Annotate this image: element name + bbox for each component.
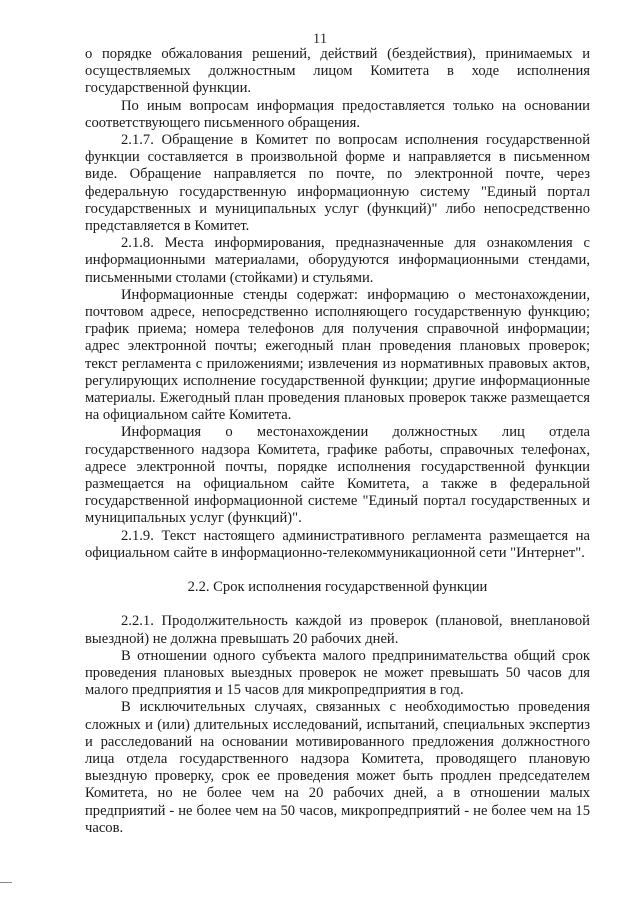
- paragraph-info-stands: Информационные стенды содержат: информацию о местонахождении, почтовом адресе, непосредственно исполняющего государственную функцию; график приема; номера телефонов для получения справочной информации; адрес электронной почты; ежегодный план проведения плановых проверок; текст регламента с приложениями; извлечения из нормативных правовых актов, регулирующих исполнение государственной функции; другие информационные материалы. Ежегодный план проведения плановых проверок также размещается на официальном сайте Комитета.: [85, 286, 590, 424]
- paragraph-exceptional-cases: В исключительных случаях, связанных с необходимостью проведения сложных и (или) длительных исследований, испытаний, специальных экспертиз и расследований на основании мотивированного предложения должностного лица отдела государственного надзора Комитета, проводящего плановую выездную проверку, срок ее проведения может быть продлен председателем Комитета, но не более чем на 20 рабочих дней, а в отношении малых предприятий - не более чем на 50 часов, микропредприятий - не более чем на 15 часов.: [85, 699, 590, 836]
- paragraph-2-1-7: 2.1.7. Обращение в Комитет по вопросам исполнения государственной функции составляется в произвольной форме и направляется в письменном виде. Обращение направляется по почте, по электронной почте, через федеральную государственную информационную систему "Единый портал государственных и муниципальных услуг (функций)" либо непосредственно представляется в Комитет.: [85, 132, 590, 235]
- paragraph-2-1-8: 2.1.8. Места информирования, предназначенные для ознакомления с информационными материалами, оборудуются информационными стендами, письменными столами (стойками) и стульями.: [85, 235, 590, 286]
- paragraph-appeal-procedure: о порядке обжалования решений, действий (бездействия), принимаемых и осуществляемых должностным лицом Комитета в ходе исполнения государственной функции.: [85, 46, 590, 97]
- paragraph-2-2-1: 2.2.1. Продолжительность каждой из проверок (плановой, внеплановой выездной) не должна превышать 20 рабочих дней.: [85, 613, 590, 647]
- paragraph-location-info: Информация о местонахождении должностных лиц отдела государственного надзора Комитета, графике работы, справочных телефонах, адресе электронной почты, порядке исполнения государственной функции размещается на официальном сайте Комитета, а также в федеральной государственной информационной системе "Единый портал государственных и муниципальных услуг (функций)".: [85, 424, 590, 527]
- scan-edge-mark: [0, 882, 12, 883]
- paragraph-2-1-9: 2.1.9. Текст настоящего административного регламента размещается на официальном сайте в информационно-телекоммуникационной сети "Интернет".: [85, 527, 590, 561]
- document-body: [85, 46, 590, 837]
- paragraph-other-questions: По иным вопросам информация предоставляется только на основании соответствующего письменного обращения.: [85, 97, 590, 131]
- page-number: 11: [312, 31, 328, 47]
- paragraph-small-business: В отношении одного субъекта малого предпринимательства общий срок проведения плановых выездных проверок не может превышать 50 часов для малого предприятия и 15 часов для микропредприятия в год.: [85, 647, 590, 699]
- section-heading: 2.2. Срок исполнения государственной функции: [187, 579, 488, 596]
